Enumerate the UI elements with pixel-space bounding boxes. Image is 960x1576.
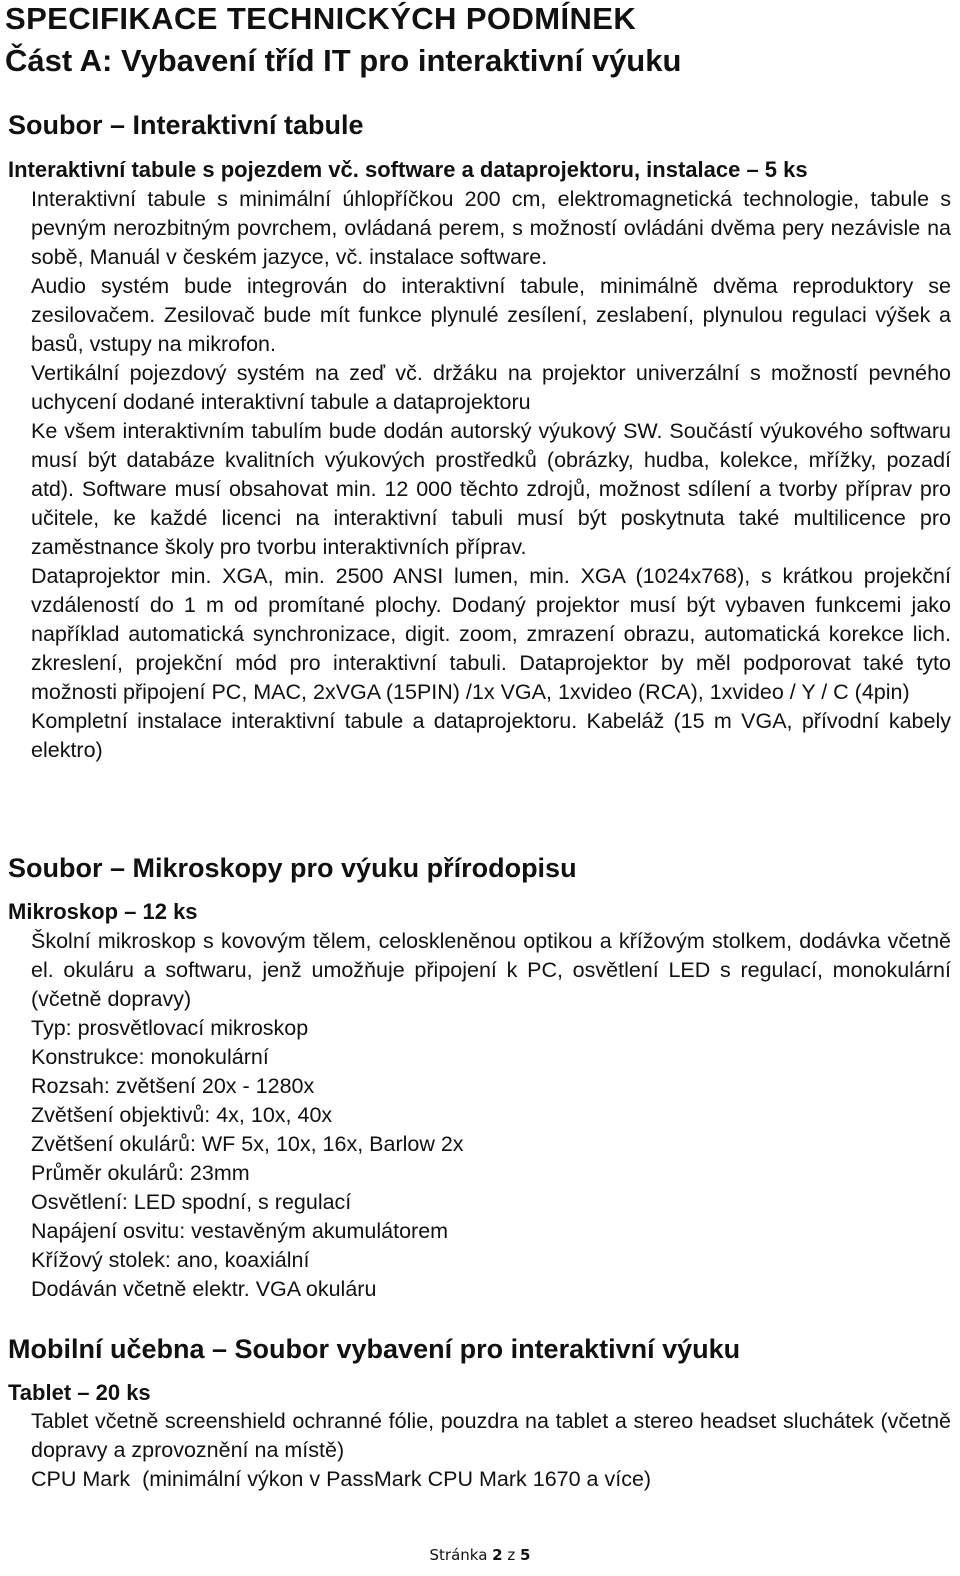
footer-page-number: 2	[492, 1546, 503, 1564]
item-title-interactive-board: Interaktivní tabule s pojezdem vč. software a dataprojektoru, instalace – 5 ks	[8, 157, 808, 182]
section-heading-interactive-boards: Soubor – Interaktivní tabule	[8, 110, 364, 140]
section-body-interactive-boards	[31, 185, 951, 765]
part-heading	[5, 42, 681, 80]
spec-item: Zvětšení okulárů: WF 5x, 10x, 16x, Barlow 2x	[31, 1132, 464, 1156]
section-body-tablets	[31, 1407, 951, 1494]
section-heading-mobile-classroom: Mobilní učebna – Soubor vybavení pro interaktivní výuku	[8, 1334, 741, 1364]
microscope-spec-list	[31, 1014, 951, 1304]
spec-item: Rozsah: zvětšení 20x - 1280x	[31, 1074, 315, 1098]
spec-item: Osvětlení: LED spodní, s regulací	[31, 1190, 352, 1214]
paragraph-tablet: Tablet včetně screenshield ochranné fólie, pouzdra na tablet a stereo headset sluchátek (včetně dopravy a zprovoznění na místě)	[31, 1409, 951, 1462]
document-title: SPECIFIKACE TECHNICKÝCH PODMÍNEK	[5, 1, 637, 36]
spec-item: Zvětšení objektivů: 4x, 10x, 40x	[31, 1103, 333, 1127]
footer-of: z	[507, 1546, 516, 1564]
part-label: Část A	[5, 43, 103, 78]
item-title-microscope: Mikroskop – 12 ks	[8, 899, 198, 924]
section-heading-microscopes: Soubor – Mikroskopy pro výuku přírodopisu	[8, 853, 577, 883]
paragraph-mounting-system: Vertikální pojezdový systém na zeď vč. držáku na projektor univerzální s možností pevného uchycení dodané interaktivní tabule a dataprojektoru	[31, 361, 951, 414]
paragraph-software: Ke všem interaktivním tabulím bude dodán autorský výukový SW. Součástí výukového softwaru musí být databáze kvalitních výukových prostředků (obrázky, hudba, kolekce, mřížky, pozadí atd). Software musí obsahovat min. 12 000 těchto zdrojů, možnost sdílení a tvorby příprav pro učitele, ke každé licenci na interaktivní tabuli musí být poskytnuta také multilicence pro zaměstnance školy pro tvorbu interaktivních příprav.	[31, 419, 951, 559]
spec-item: Napájení osvitu: vestavěným akumulátorem	[31, 1219, 449, 1243]
footer-page-total: 5	[520, 1546, 531, 1564]
paragraph-cpu-mark: CPU Mark (minimální výkon v PassMark CPU Mark 1670 a více)	[31, 1467, 652, 1491]
part-title: : Vybavení tříd IT pro interaktivní výuku	[102, 43, 682, 78]
paragraph-installation: Kompletní instalace interaktivní tabule a dataprojektoru. Kabeláž (15 m VGA, přívodní kabely elektro)	[31, 709, 951, 762]
spec-item: Konstrukce: monokulární	[31, 1045, 269, 1069]
spec-item: Křížový stolek: ano, koaxiální	[31, 1248, 310, 1272]
paragraph-microscope-intro: Školní mikroskop s kovovým tělem, celoskleněnou optikou a křížovým stolkem, dodávka včetně el. okuláru a softwaru, jenž umožňuje připojení k PC, osvětlení LED s regulací, monokulární (včetně dopravy)	[31, 929, 951, 1011]
paragraph-board-spec: Interaktivní tabule s minimální úhlopříčkou 200 cm, elektromagnetická technologie, tabule s pevným nerozbitným povrchem, ovládaná perem, s možností ovládáni dvěma pery nezávisle na sobě, Manuál v českém jazyce, vč. instalace software.	[31, 187, 951, 269]
paragraph-audio-system: Audio systém bude integrován do interaktivní tabule, minimálně dvěma reproduktory se zesilovačem. Zesilovač bude mít funkce plynulé zesílení, zeslabení, plynulou regulaci výšek a basů, vstupy na mikrofon.	[31, 274, 951, 356]
page-footer	[0, 1546, 960, 1564]
spec-item: Dodáván včetně elektr. VGA okuláru	[31, 1277, 377, 1301]
paragraph-projector: Dataprojektor min. XGA, min. 2500 ANSI lumen, min. XGA (1024x768), s krátkou projekční vzdáleností do 1 m od promítané plochy. Dodaný projektor musí být vybaven funkcemi jako například automatická synchronizace, digit. zoom, zmrazení obrazu, automatická korekce lich. zkreslení, projekční mód pro interaktivní tabuli. Dataprojektor by měl podporovat také tyto možnosti připojení PC, MAC, 2xVGA (15PIN) /1x VGA, 1xvideo (RCA), 1xvideo / Y / C (4pin)	[31, 564, 951, 704]
spec-item: Typ: prosvětlovací mikroskop	[31, 1016, 309, 1040]
footer-label: Stránka	[429, 1546, 488, 1564]
item-title-tablet: Tablet – 20 ks	[8, 1380, 151, 1405]
spec-item: Průměr okulárů: 23mm	[31, 1161, 250, 1185]
microscope-intro	[31, 927, 951, 1014]
